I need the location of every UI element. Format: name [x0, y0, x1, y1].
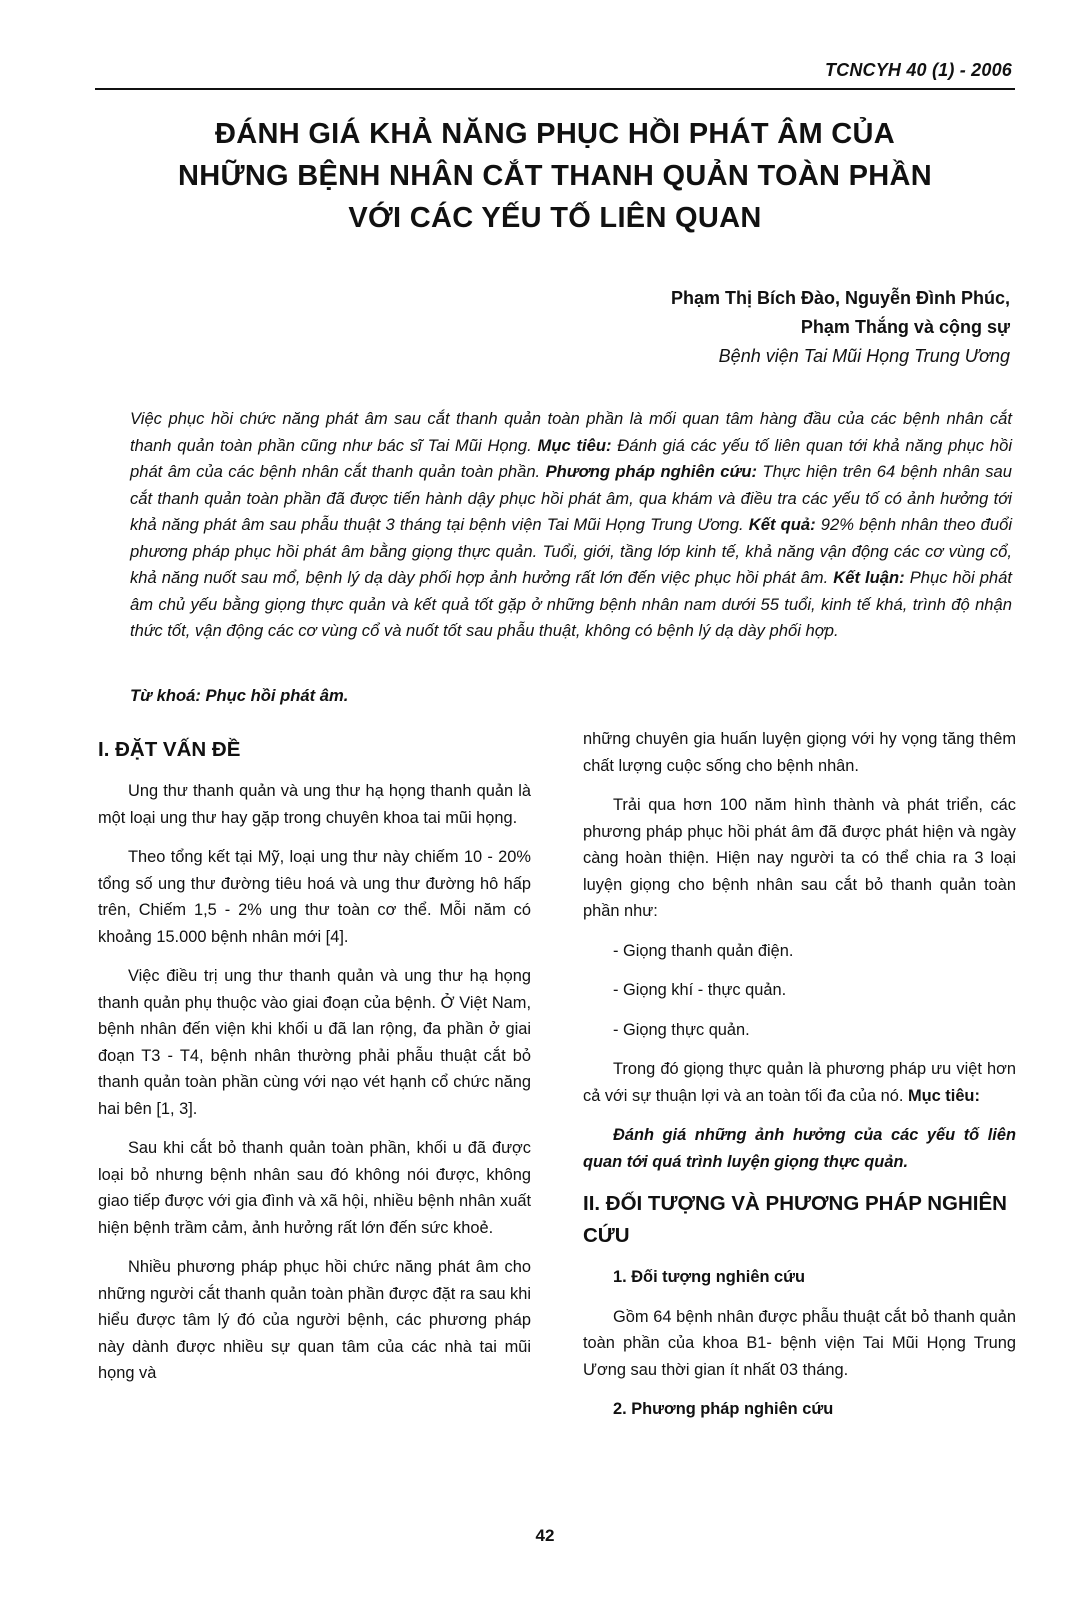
abstract-objective-text: Đánh giá các yếu tố liên quan tới khả năng phục hồi phát âm của các bệnh nhân cắt thanh quản toàn phần. [130, 435, 1013, 481]
title-line-2: NHỮNG BỆNH NHÂN CẮT THANH QUẢN TOÀN PHẦN [177, 160, 933, 192]
list-item: - Giọng thanh quản điện. [613, 941, 794, 960]
subheading-2: 2. Phương pháp nghiên cứu [613, 1400, 834, 1418]
subheading-1: 1. Đối tượng nghiên cứu [613, 1268, 806, 1286]
paragraph: Nhiều phương pháp phục hồi chức năng phát âm cho những người cắt thanh quản toàn phần được đặt ra sau khi hiểu được tâm lý đó của người bệnh, các phương pháp này dành được nhiều sự quan tâm của các nhà tai mũi họng và [98, 1258, 531, 1382]
right-column [583, 726, 1016, 1436]
paragraph-text: Trong đó giọng thực quản là phương pháp ưu việt hơn cả với sự thuận lợi và an toàn tối đa của nó. [583, 1060, 1016, 1105]
paragraph: những chuyên gia huấn luyện giọng với hy vọng tăng thêm chất lượng cuộc sống cho bệnh nhân. [583, 730, 1016, 775]
abstract-conclusion-label: Kết luận: [833, 568, 905, 587]
authors-line-1: Phạm Thị Bích Đào, Nguyễn Đình Phúc, [670, 288, 1010, 308]
title-line-3: VỚI CÁC YẾU TỐ LIÊN QUAN [348, 202, 762, 234]
list-item: - Giọng thực quản. [613, 1020, 750, 1039]
abstract-method-text: Thực hiện trên 64 bệnh nhân sau cắt thanh quản toàn phần đã được tiến hành dậy phục hồi phát âm, qua khám và điều tra các yếu tố có ảnh hưởng tới khả năng phát âm sau phẫu thuật 3 tháng tại bệnh viện Tai Mũi Họng Trung Ương. [130, 462, 1012, 534]
paragraph: Gồm 64 bệnh nhân được phẫu thuật cắt bỏ thanh quản toàn phần của khoa B1- bệnh viện Tai Mũi Họng Trung Ương sau thời gian ít nhất 03 tháng. [583, 1307, 1016, 1379]
paragraph: Sau khi cắt bỏ thanh quản toàn phần, khối u đã được loại bỏ nhưng bệnh nhân sau đó không nói được, không giao tiếp được với gia đình và xã hội, nhiều bệnh nhân xuất hiện bệnh trầm cảm, ảnh hưởng rất lớn đến sức khoẻ. [98, 1139, 531, 1237]
abstract-objective-label: Mục tiêu: [537, 435, 612, 455]
keywords: Từ khoá: Phục hồi phát âm. [130, 686, 349, 705]
abstract-result-label: Kết quả: [748, 515, 816, 534]
abstract [130, 406, 1012, 645]
paragraph [583, 1056, 1016, 1109]
paragraph: Việc điều trị ung thư thanh quản và ung thư hạ họng thanh quản phụ thuộc vào giai đoạn của bệnh. Ở Việt Nam, bệnh nhân đến viện khi khối u đã lan rộng, đa phần ở giai đoạn T3 - T4, bệnh nhân thường phải phẫu thuật cắt bỏ thanh quản toàn phần cùng với nạo vét hạnh cổ chức năng hai bên [1, 3]. [98, 967, 531, 1118]
header-rule [95, 88, 1015, 90]
section-heading-1: I. ĐẶT VẤN ĐỀ [98, 738, 241, 761]
abstract-result-text: 92% bệnh nhân theo đuổi phương pháp phục hồi phát âm bằng giọng thực quản. Tuổi, giới, tầng lớp kinh tế, khả năng vận động các cơ vùng cổ, khả năng nuốt sau mổ, bệnh lý dạ dày phối hợp ảnh hưởng rất lớn đến việc phục hồi phát âm. [130, 515, 1013, 587]
abstract-intro: Việc phục hồi chức năng phát âm sau cắt thanh quản toàn phần là mối quan tâm hàng đầu của các bệnh nhân cắt thanh quản toàn phần cũng như bác sĩ Tai Mũi Họng. [130, 409, 1012, 455]
objective-label: Mục tiêu: [907, 1086, 980, 1105]
authors-block [671, 284, 1010, 371]
page-number: 42 [535, 1526, 555, 1545]
objective-statement: Đánh giá những ảnh hưởng của các yếu tố liên quan tới quá trình luyện giọng thực quản. [583, 1126, 1016, 1171]
authors-line-2: Phạm Thắng và cộng sự [800, 317, 1010, 337]
affiliation: Bệnh viện Tai Mũi Họng Trung Ương [718, 346, 1010, 366]
abstract-conclusion-text: Phục hồi phát âm chủ yếu bằng giọng thực quản và kết quả tốt gặp ở những bệnh nhân nam dưới 55 tuổi, kinh tế khá, trình độ nhận thức tốt, vận động các cơ vùng cổ và nuốt tốt sau phẫu thuật, không có bệnh lý dạ dày phối hợp. [130, 568, 1012, 640]
paragraph: Theo tổng kết tại Mỹ, loại ung thư này chiếm 10 - 20% tổng số ung thư đường tiêu hoá và ung thư đường hô hấp trên, Chiếm 1,5 - 2% ung thư toàn cơ thể. Mỗi năm có khoảng 15.000 bệnh nhân mới [4]. [98, 848, 531, 946]
article-title [95, 113, 1015, 239]
journal-header: TCNCYH 40 (1) - 2006 [824, 60, 1012, 80]
paragraph: Ung thư thanh quản và ung thư hạ họng thanh quản là một loại ung thư hay gặp trong chuyên khoa tai mũi họng. [98, 782, 531, 827]
title-line-1: ĐÁNH GIÁ KHẢ NĂNG PHỤC HỒI PHÁT ÂM CỦA [215, 118, 895, 150]
abstract-method-label: Phương pháp nghiên cứu: [545, 462, 757, 481]
list-item: - Giọng khí - thực quản. [613, 981, 787, 999]
left-column [98, 726, 531, 1400]
paragraph: Trải qua hơn 100 năm hình thành và phát triển, các phương pháp phục hồi phát âm đã được phát hiện và ngày càng hoàn thiện. Hiện nay người ta có thể chia ra 3 loại luyện giọng cho bệnh nhân sau cắt bỏ thanh quản toàn phần như: [583, 796, 1016, 920]
section-heading-2: II. ĐỐI TƯỢNG VÀ PHƯƠNG PHÁP NGHIÊN CỨU [583, 1192, 1007, 1247]
